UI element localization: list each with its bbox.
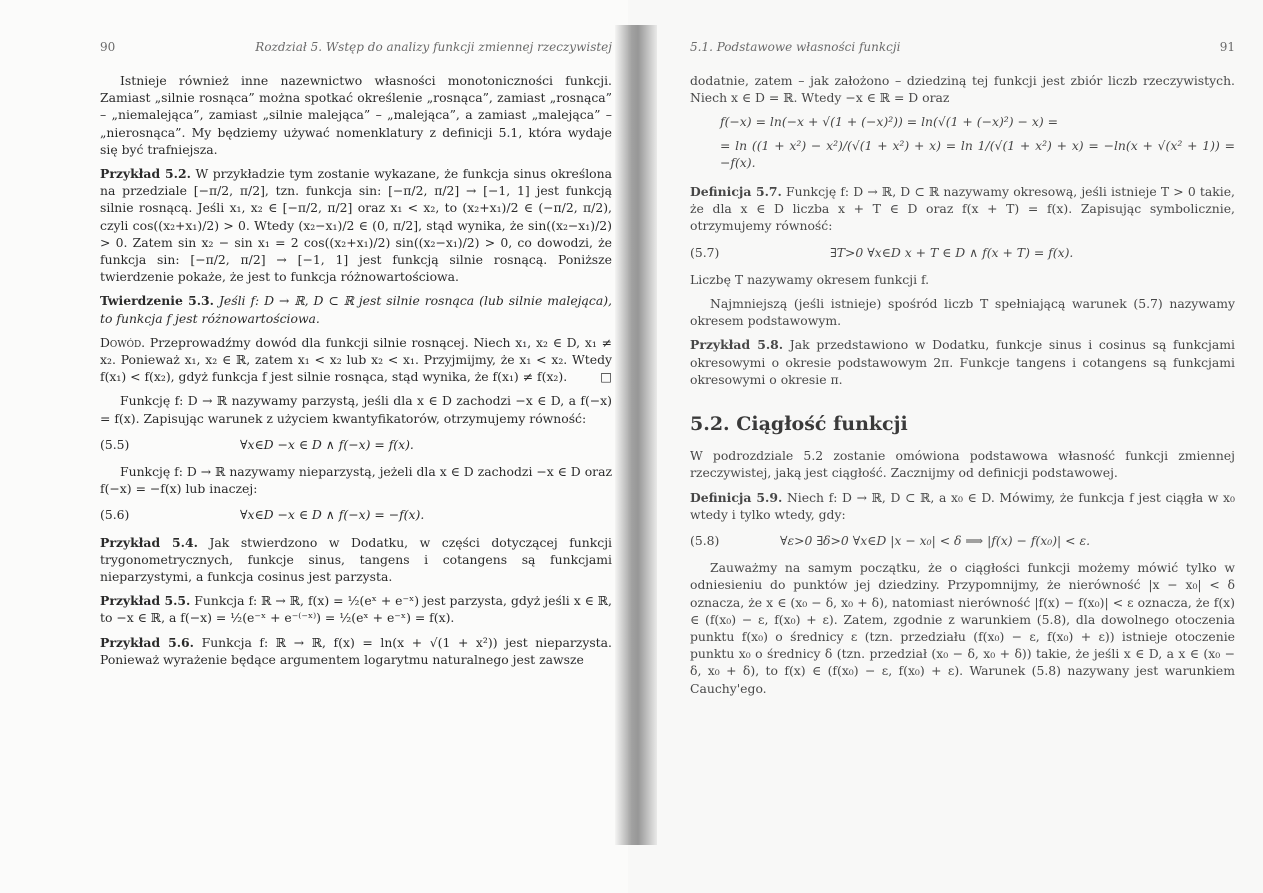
definition-text: Funkcję f: D → ℝ, D ⊂ ℝ nazywamy okresową, jeśli istnieje T > 0 takie, że dla x ∈ D liczba x + T ∈ D oraz f(x + T) = f(x). Zapisując symbolicznie, otrzymujemy równość: <box>690 184 1235 234</box>
example-label: Przykład 5.4. <box>100 534 198 550</box>
example-5-2 <box>100 165 612 285</box>
theorem-text: Jeśli f: D → ℝ, D ⊂ ℝ jest silnie rosnąca (lub silnie malejąca), to funkcja f jest różnowartościowa. <box>100 293 612 326</box>
equation-5-5 <box>100 436 612 453</box>
definition-label: Definicja 5.9. <box>690 489 783 505</box>
derivation-line-1: f(−x) = ln(−x + √(1 + (−x)²)) = ln(√(1 + (−x)²) − x) = <box>720 114 1058 130</box>
definition-text: Niech f: D → ℝ, D ⊂ ℝ, a x₀ ∈ D. Mówimy, że funkcja f jest ciągła w x₀ wtedy i tylko wtedy, gdy: <box>690 489 1235 522</box>
page-number: 90 <box>100 40 116 54</box>
left-page <box>0 0 628 893</box>
derivation-line-2: = ln ((1 + x²) − x²)/(√(1 + x²) + x) = ln 1/(√(1 + x²) + x) = −ln(x + √(x² + 1)) = −f(x). <box>720 137 1235 170</box>
right-header <box>690 40 1235 54</box>
example-text: Funkcja f: ℝ → ℝ, f(x) = ½(eˣ + e⁻ˣ) jest parzysta, gdyż jeśli x ∈ ℝ, to −x ∈ ℝ, a f(−x) = ½(e⁻ˣ + e⁻⁽⁻ˣ⁾) = ½(eˣ + e⁻ˣ) = f(x). <box>100 593 612 626</box>
theorem-label: Twierdzenie 5.3. <box>100 293 214 309</box>
running-head: Rozdział 5. Wstęp do analizy funkcji zmiennej rzeczywistej <box>255 40 612 54</box>
example-5-5 <box>100 592 612 626</box>
proof-label: Dowód. <box>100 334 146 350</box>
equation-body: ∀ε>0 ∃δ>0 ∀x∈D |x − x₀| < δ ⟹ |f(x) − f(x₀)| < ε. <box>780 533 1091 549</box>
running-head: 5.1. Podstawowe własności funkcji <box>690 40 901 54</box>
equation-5-8 <box>690 532 1235 549</box>
basic-period-definition: Najmniejszą (jeśli istnieje) spośród liczb T spełniającą warunek (5.7) nazywamy okresem podstawowym. <box>690 296 1235 329</box>
paragraph: dodatnie, zatem – jak założono – dziedziną tej funkcji jest zbiór liczb rzeczywistych. Niech x ∈ D = ℝ. Wtedy −x ∈ ℝ = D oraz <box>690 73 1235 106</box>
left-header <box>100 40 612 54</box>
example-text: Funkcja f: ℝ → ℝ, f(x) = ln(x + √(1 + x²)) jest nieparzysta. Ponieważ wyrażenie będące argumentem logarytmu naturalnego jest zawsze <box>100 634 612 667</box>
proof <box>100 334 612 386</box>
example-5-8 <box>690 336 1235 388</box>
qed-icon: □ <box>600 369 612 385</box>
equation-body: ∀x∈D −x ∈ D ∧ f(−x) = f(x). <box>240 436 414 452</box>
example-label: Przykład 5.5. <box>100 593 191 609</box>
equation-number: (5.8) <box>690 533 720 549</box>
example-text: Jak przedstawiono w Dodatku, funkcje sinus i cosinus są funkcjami okresowymi o okresie podstawowym 2π. Funkcje tangens i cotangens są funkcjami okresowymi o okresie π. <box>690 337 1235 387</box>
right-page <box>628 0 1263 893</box>
paragraph: Istnieje również inne nazewnictwo własności monotoniczności funkcji. Zamiast „silnie rosnąca” można spotkać określenie „rosnąca”, zamiast „rosnąca” – „niemalejąca”, zamiast „silnie malejąca” – „malejąca”, a zamiast „malejąca” – „nierosnąca”. My będziemy używać nomenklatury z definicji 5.1, która wydaje się być trafniejsza. <box>100 73 612 157</box>
definition-5-9 <box>690 489 1235 523</box>
section-intro: W podrozdziale 5.2 zostanie omówiona podstawowa własność funkcji zmiennej rzeczywistej, jaką jest ciągłość. Zacznijmy od definicji podstawowej. <box>690 448 1235 481</box>
page-number: 91 <box>1219 40 1235 54</box>
equation-number: (5.7) <box>690 244 720 260</box>
equation-number: (5.6) <box>100 507 130 523</box>
equation-number: (5.5) <box>100 436 130 452</box>
paragraph: Zauważmy na samym początku, że o ciągłości funkcji możemy mówić tylko w odniesieniu do punktów jej dziedziny. Przypomnijmy, że nierówność |x − x₀| < δ oznacza, że x ∈ (x₀ − δ, x₀ + δ), natomiast nierówność |f(x) − f(x₀)| < ε oznacza, że f(x) ∈ (f(x₀) − ε, f(x₀) + ε). Zatem, zgodnie z warunkiem (5.8), dla dowolnego otoczenia punktu f(x₀) o średnicy ε (tzn. przedziału (f(x₀) − ε, f(x₀) + ε)) istnieje otoczenie punktu x₀ o średnicy δ (tzn. przedział (x₀ − δ, x₀ + δ)) takie, że jeśli x ∈ D, a x ∈ (x₀ − δ, x₀ + δ), to f(x) ∈ (f(x₀) − ε, f(x₀) + ε). Warunek (5.8) nazywany jest warunkiem Cauchy'ego. <box>690 560 1235 696</box>
example-label: Przykład 5.2. <box>100 166 191 182</box>
equation-5-6 <box>100 506 612 523</box>
period-definition: Liczbę T nazywamy okresem funkcji f. <box>690 271 930 287</box>
definition-even: Funkcję f: D → ℝ nazywamy parzystą, jeśli dla x ∈ D zachodzi −x ∈ D, a f(−x) = f(x). Zapisując warunek z użyciem kwantyfikatorów, otrzymujemy równość: <box>100 393 612 426</box>
definition-5-7 <box>690 183 1235 235</box>
example-label: Przykład 5.6. <box>100 634 194 650</box>
equation-body: ∀x∈D −x ∈ D ∧ f(−x) = −f(x). <box>240 507 425 523</box>
example-text: Jak stwierdzono w Dodatku, w części dotyczącej funkcji trygonometrycznych, funkcje sinus, tangens i cotangens są funkcjami nieparzystymi, a funkcja cosinus jest parzysta. <box>100 534 612 585</box>
example-5-4 <box>100 534 612 586</box>
equation-body: ∃T>0 ∀x∈D x + T ∈ D ∧ f(x + T) = f(x). <box>830 244 1074 260</box>
definition-label: Definicja 5.7. <box>690 184 782 200</box>
proof-text: Przeprowadźmy dowód dla funkcji silnie rosnącej. Niech x₁, x₂ ∈ D, x₁ ≠ x₂. Ponieważ x₁, x₂ ∈ ℝ, zatem x₁ < x₂ lub x₂ < x₁. Przyjmijmy, że x₁ < x₂. Wtedy f(x₁) < f(x₂), gdyż funkcja f jest silnie rosnąca, stąd wynika, że f(x₁) ≠ f(x₂). <box>100 334 612 385</box>
left-content <box>100 72 612 675</box>
example-5-6 <box>100 634 612 668</box>
example-text: W przykładzie tym zostanie wykazane, że funkcja sinus określona na przedziale [−π/2, π/2], tzn. funkcja sin: [−π/2, π/2] → [−1, 1] jest funkcją silnie rosnącą. Jeśli x₁, x₂ ∈ [−π/2, π/2] oraz x₁ < x₂, to (x₂+x₁)/2 ∈ (−π/2, π/2), czyli cos((x₂+x₁)/2) > 0. Wtedy (x₂−x₁)/2 ∈ (0, π/2], stąd wynika, że sin((x₂−x₁)/2) > 0. Zatem sin x₂ − sin x₁ = 2 cos((x₂+x₁)/2) sin((x₂−x₁)/2) > 0, co dowodzi, że funkcja sin: [−π/2, π/2] → [−1, 1] jest funkcją silnie rosnącą. Poniższe twierdzenie pokaże, że jest to funkcja różnowartościowa. <box>100 166 612 285</box>
theorem-5-3 <box>100 292 612 326</box>
definition-odd: Funkcję f: D → ℝ nazywamy nieparzystą, jeżeli dla x ∈ D zachodzi −x ∈ D oraz f(−x) = −f(x) lub inaczej: <box>100 464 612 497</box>
section-title: 5.2. Ciągłość funkcji <box>690 413 908 436</box>
book-gutter <box>615 25 657 845</box>
equation-5-7 <box>690 244 1235 261</box>
example-label: Przykład 5.8. <box>690 337 784 353</box>
right-content <box>690 72 1235 704</box>
